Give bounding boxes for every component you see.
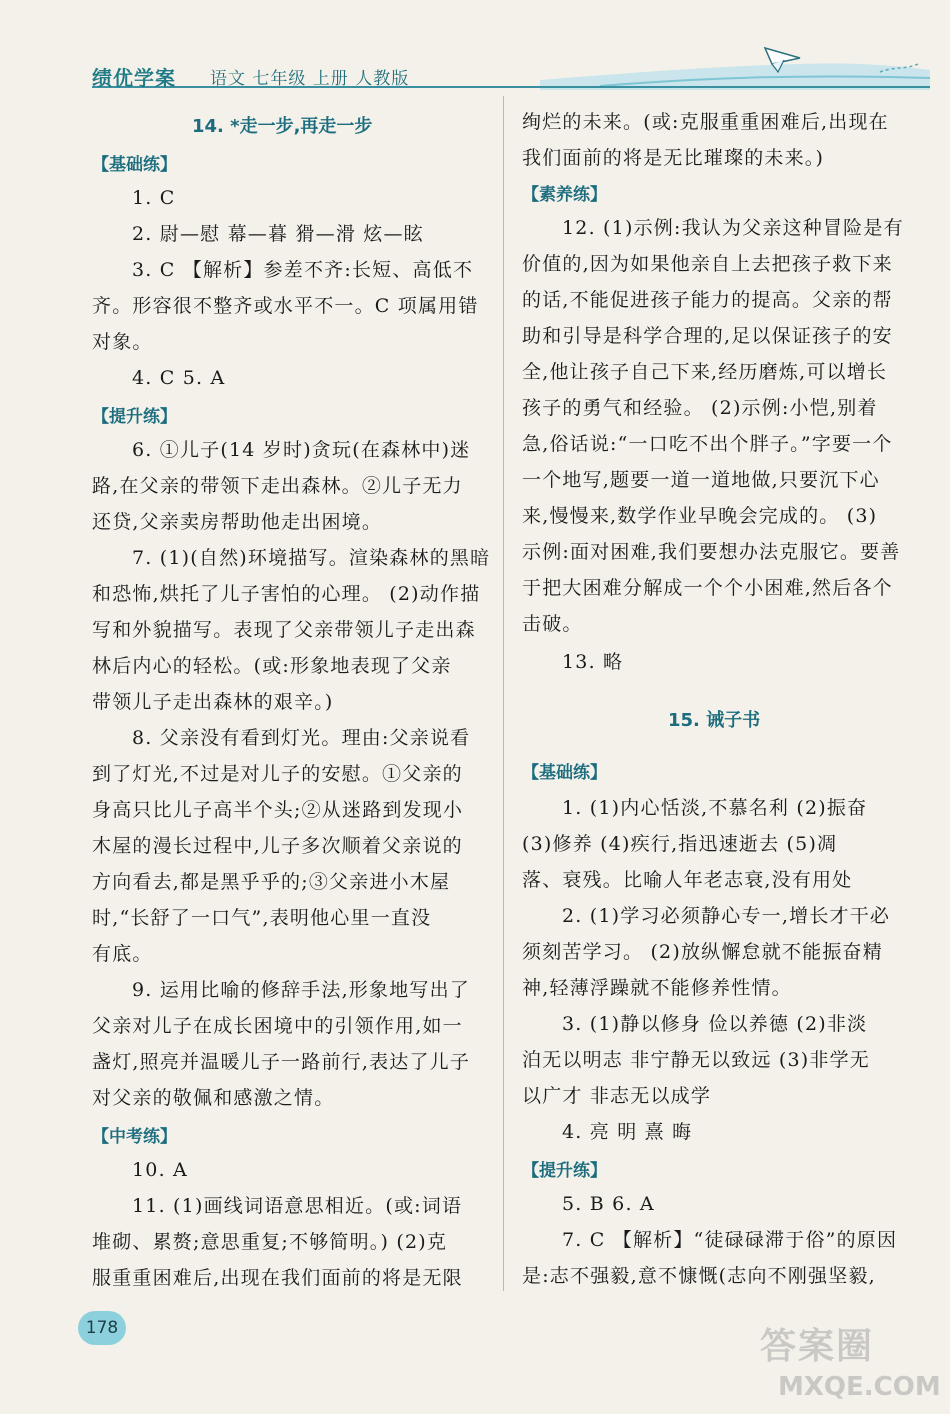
answer-line: 1. C [132, 187, 176, 209]
answer-line: 写和外貌描写。表现了父亲带领儿子走出森 [92, 619, 476, 641]
answer-line: 路,在父亲的带领下走出森林。②儿子无力 [92, 475, 463, 497]
answer-line: 方向看去,都是黑乎乎的;③父亲进小木屋 [92, 871, 451, 893]
answer-line: 4. 亮 明 熹 晦 [562, 1121, 693, 1143]
answer-line: 于把大困难分解成一个个小困难,然后各个 [522, 577, 893, 599]
answer-line: 来,慢慢来,数学作业早晚会完成的。 (3) [522, 505, 878, 527]
page-header [0, 0, 950, 90]
answer-line: 急,俗话说:“一口吃不出个胖子。”字要一个 [522, 433, 893, 455]
page-number: 178 [78, 1311, 126, 1345]
answer-line: 4. C 5. A [132, 367, 226, 389]
answer-line: 泊无以明志 非宁静无以致远 (3)非学无 [522, 1049, 870, 1071]
answer-line: 和恐怖,烘托了儿子害怕的心理。 (2)动作描 [92, 583, 481, 605]
answer-line: 3. C 【解析】参差不齐:长短、高低不 [132, 259, 474, 281]
answer-line: 身高只比儿子高半个头;②从迷路到发现小 [92, 799, 464, 821]
answer-line: 须刻苦学习。 (2)放纵懈怠就不能振奋精 [522, 941, 883, 963]
tag-basic: 【基础练】 [522, 763, 607, 783]
answer-line: 以广才 非志无以成学 [522, 1085, 712, 1107]
answer-line: 击破。 [522, 613, 583, 635]
answer-line: 3. (1)静以修身 俭以养德 (2)非淡 [562, 1013, 868, 1035]
watermark-url: MXQE.COM [778, 1372, 941, 1402]
answer-line: 服重重困难后,出现在我们面前的将是无限 [92, 1267, 463, 1289]
lesson-title: 14. *走一步,再走一步 [192, 116, 373, 137]
answer-line: 堆砌、累赘;意思重复;不够简明。) (2)克 [92, 1231, 448, 1253]
book-subtitle: 语文 七年级 上册 人教版 [210, 69, 410, 89]
answer-line: 到了灯光,不过是对儿子的安慰。①父亲的 [92, 763, 463, 785]
answer-line: 1. (1)内心恬淡,不慕名利 (2)振奋 [562, 797, 868, 819]
answer-line: 7. (1)(自然)环境描写。渲染森林的黑暗 [132, 547, 491, 569]
column-divider [503, 96, 504, 1291]
watermark-logo: 答案圈 [760, 1326, 875, 1367]
answer-line: 2. 尉—慰 幕—暮 猾—滑 炫—眩 [132, 223, 424, 245]
answer-line: 10. A [132, 1159, 188, 1181]
answer-line: 父亲对儿子在成长困境中的引领作用,如一 [92, 1015, 463, 1037]
answer-line: 6. ①儿子(14 岁时)贪玩(在森林中)迷 [132, 439, 471, 461]
answer-line: 12. (1)示例:我认为父亲这种冒险是有 [562, 217, 904, 239]
tag-improve: 【提升练】 [92, 407, 177, 427]
answer-line: (3)修养 (4)疾行,指迅速逝去 (5)凋 [522, 833, 838, 855]
answer-line: 价值的,因为如果他亲自上去把孩子救下来 [522, 253, 893, 275]
answer-line: 的话,不能促进孩子能力的提高。父亲的帮 [522, 289, 893, 311]
answer-line: 13. 略 [562, 651, 624, 673]
answer-line: 对父亲的敬佩和感激之情。 [92, 1087, 335, 1109]
tag-improve: 【提升练】 [522, 1161, 607, 1181]
answer-line: 是:志不强毅,意不慷慨(志向不刚强坚毅, [522, 1265, 876, 1287]
answer-line: 一个地写,题要一道一道地做,只要沉下心 [522, 469, 880, 491]
answer-line: 带领儿子走出森林的艰辛。) [92, 691, 334, 713]
answer-line: 我们面前的将是无比璀璨的未来。) [522, 147, 825, 169]
answer-line: 11. (1)画线词语意思相近。(或:词语 [132, 1195, 463, 1217]
answer-line: 木屋的漫长过程中,儿子多次顺着父亲说的 [92, 835, 463, 857]
answer-line: 7. C 【解析】“徒碌碌滞于俗”的原因 [562, 1229, 898, 1251]
answer-line: 5. B 6. A [562, 1193, 655, 1215]
answer-line: 落、衰残。比喻人年老志衰,没有用处 [522, 869, 853, 891]
answer-line: 9. 运用比喻的修辞手法,形象地写出了 [132, 979, 471, 1001]
tag-quality: 【素养练】 [522, 185, 607, 205]
tag-exam: 【中考练】 [92, 1127, 177, 1147]
answer-line: 全,他让孩子自己下来,经历磨炼,可以增长 [522, 361, 888, 383]
tag-basic: 【基础练】 [92, 155, 177, 175]
answer-line: 盏灯,照亮并温暖儿子一路前行,表达了儿子 [92, 1051, 471, 1073]
brand-logo: 绩优学案 [92, 66, 176, 90]
answer-line: 时,“长舒了一口气”,表明他心里一直没 [92, 907, 432, 929]
answer-line: 还贷,父亲卖房帮助他走出困境。 [92, 511, 383, 533]
answer-line: 孩子的勇气和经验。 (2)示例:小恺,别着 [522, 397, 878, 419]
answer-line: 2. (1)学习必须静心专一,增长才干必 [562, 905, 891, 927]
lesson-title: 15. 诫子书 [668, 710, 761, 731]
answer-line: 绚烂的未来。(或:克服重重困难后,出现在 [522, 111, 889, 133]
answer-line: 有底。 [92, 943, 153, 965]
answer-line: 对象。 [92, 331, 153, 353]
answer-line: 林后内心的轻松。(或:形象地表现了父亲 [92, 655, 452, 677]
answer-line: 示例:面对困难,我们要想办法克服它。要善 [522, 541, 901, 563]
answer-line: 8. 父亲没有看到灯光。理由:父亲说看 [132, 727, 471, 749]
answer-line: 助和引导是科学合理的,足以保证孩子的安 [522, 325, 893, 347]
answer-line: 齐。形容很不整齐或水平不一。C 项属用错 [92, 295, 479, 317]
answer-line: 神,轻薄浮躁就不能修养性情。 [522, 977, 792, 999]
